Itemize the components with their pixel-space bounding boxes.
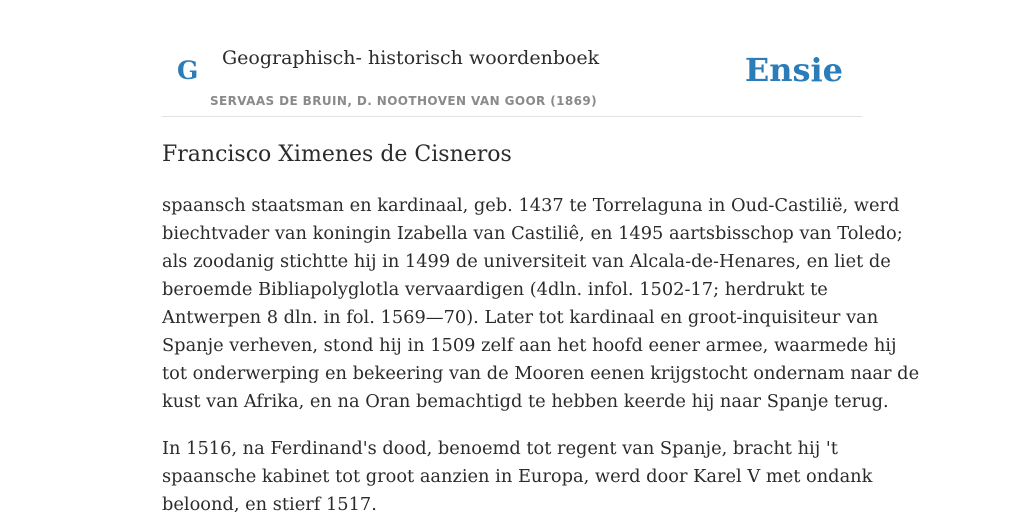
book-title[interactable]: Geographisch- historisch woordenboek — [222, 47, 600, 69]
book-logo-icon[interactable]: G — [177, 56, 199, 85]
text-line: beloond, en stierf 1517. — [162, 494, 377, 512]
article-paragraph — [162, 192, 920, 416]
text-line: kust van Afrika, en na Oran bemachtigd te hebben keerde hij naar Spanje terug. — [162, 391, 889, 412]
ensie-logo[interactable]: Ensie — [744, 51, 843, 89]
text-line: tot onderwerping en bekeering van de Mooren eenen krijgstocht ondernam naar de — [162, 363, 920, 384]
article-paragraph — [162, 435, 872, 512]
text-line: biechtvader van koningin Izabella van Castiliê, en 1495 aartsbisschop van Toledo; — [162, 223, 903, 244]
text-line: Spanje verheven, stond hij in 1509 zelf aan het hoofd eener armee, waarmede hij — [162, 335, 897, 356]
text-line: spaansche kabinet tot groot aanzien in Europa, werd door Karel V met ondank — [162, 466, 873, 487]
book-authors: SERVAAS DE BRUIN, D. NOOTHOVEN VAN GOOR (1869) — [210, 94, 598, 108]
text-line: spaansch staatsman en kardinaal, geb. 1437 te Torrelaguna in Oud-Castilië, werd — [162, 195, 900, 216]
article-title: Francisco Ximenes de Cisneros — [162, 142, 512, 167]
text-line: beroemde Bibliapolyglotla vervaardigen (4dln. infol. 1502-17; herdrukt te — [162, 279, 828, 300]
text-line: Antwerpen 8 dln. in fol. 1569—70). Later tot kardinaal en groot-inquisiteur van — [162, 307, 879, 328]
book-header — [162, 0, 862, 117]
article-body — [162, 192, 920, 512]
text-line: In 1516, na Ferdinand's dood, benoemd tot regent van Spanje, bracht hij 't — [162, 438, 838, 459]
text-line: als zoodanig stichtte hij in 1499 de universiteit van Alcala-de-Henares, en liet de — [162, 251, 891, 272]
